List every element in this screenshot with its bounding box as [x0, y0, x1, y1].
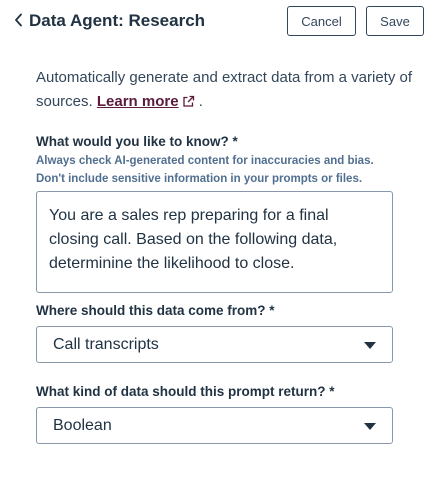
panel-header	[0, 0, 428, 44]
source-select[interactable]	[36, 326, 393, 363]
source-label: Where should this data come from? *	[36, 303, 275, 318]
intro-text: Automatically generate and extract data from a variety of sources.	[36, 69, 413, 110]
ai-disclaimer	[36, 152, 374, 188]
chevron-left-icon	[14, 13, 24, 27]
return-type-select[interactable]	[36, 407, 393, 444]
back-button[interactable]	[10, 10, 28, 30]
disclaimer-line-sensitive: Don't include sensitive information in your prompts or files.	[36, 173, 363, 185]
caret-down-icon	[364, 423, 376, 430]
source-selected-value: Call transcripts	[53, 336, 159, 353]
cancel-button[interactable]: Cancel	[287, 6, 356, 36]
return-type-label: What kind of data should this prompt return? *	[36, 384, 335, 399]
external-link-icon	[182, 95, 195, 108]
intro-description	[36, 66, 416, 114]
return-type-selected-value: Boolean	[53, 417, 112, 434]
disclaimer-line-accuracy: Always check AI-generated content for inaccuracies and bias.	[36, 155, 374, 167]
question-label: What would you like to know? *	[36, 134, 238, 149]
intro-suffix: .	[194, 93, 203, 110]
prompt-textarea[interactable]: You are a sales rep preparing for a final closing call. Based on the following data, determinine the likelihood to close.	[36, 191, 393, 293]
page-title: Data Agent: Research	[29, 11, 206, 30]
learn-more-link[interactable]	[97, 93, 195, 110]
caret-down-icon	[364, 342, 376, 349]
save-button[interactable]: Save	[366, 6, 424, 36]
learn-more-label: Learn more	[96, 93, 179, 110]
